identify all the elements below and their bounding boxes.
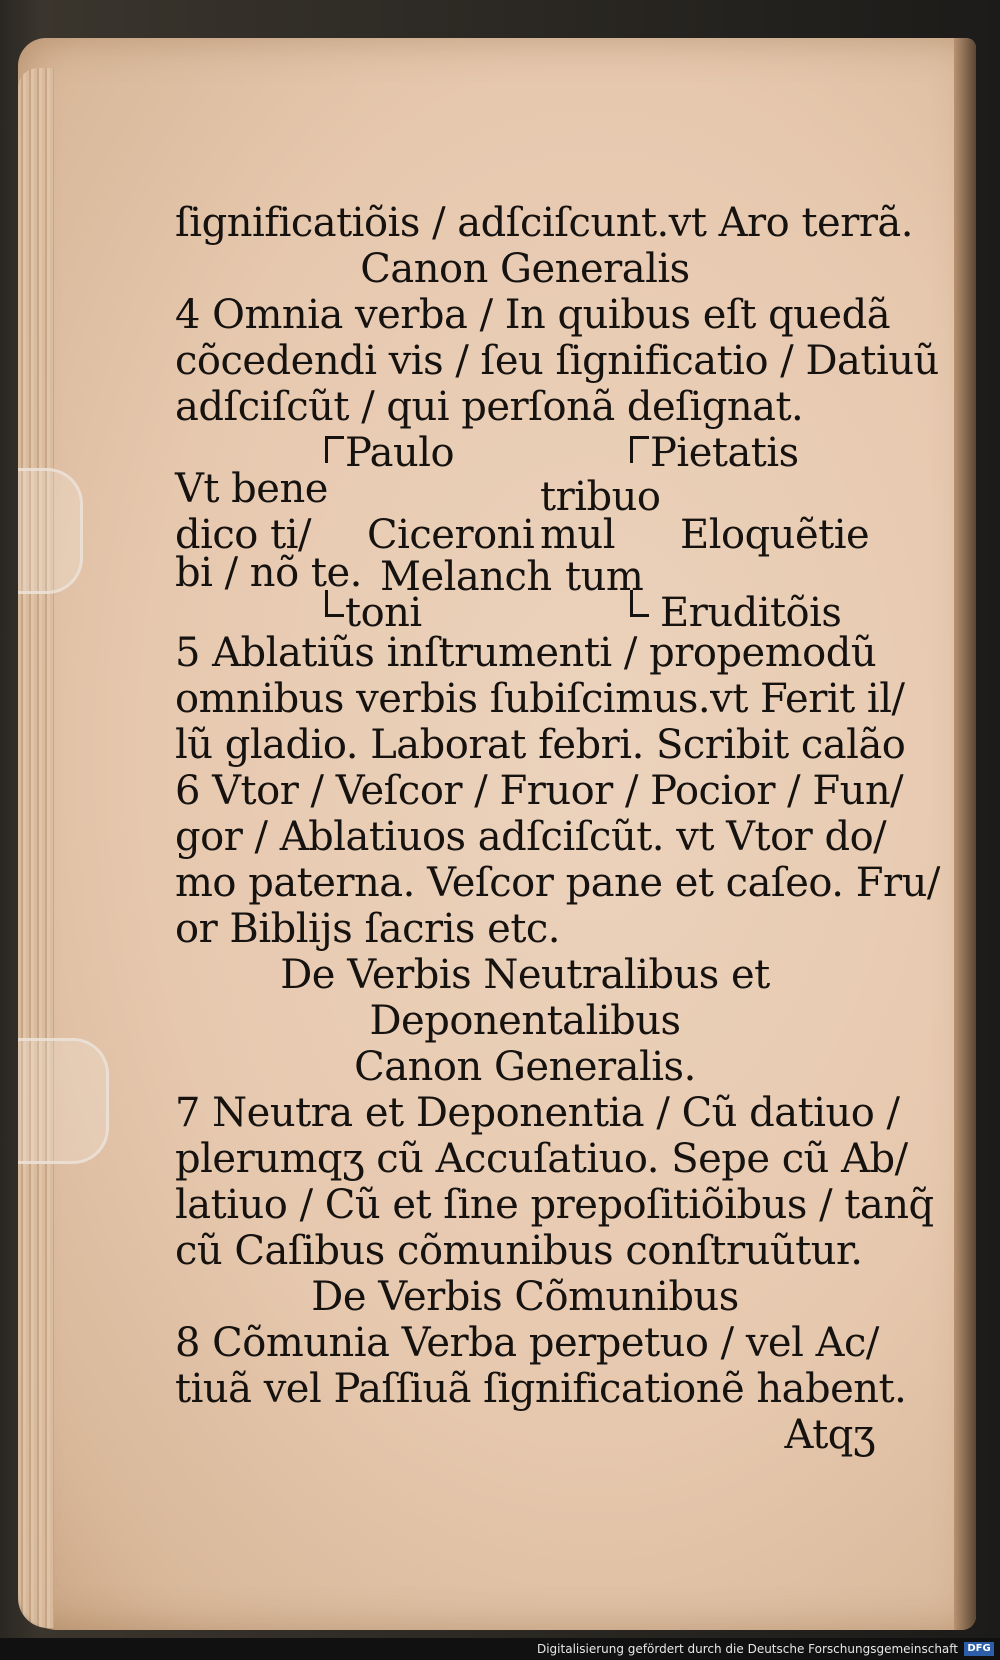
brace-left-top	[325, 436, 344, 463]
text-line: latiuo / Cũ et ſine prepoſitiõibus / tanq̃	[175, 1182, 934, 1228]
heading-deponentalibus: Deponentalibus	[369, 998, 681, 1044]
example-table	[175, 430, 875, 636]
text-line: mo paterna. Veſcor pane et caſeo. Fru/	[175, 860, 940, 906]
heading-de-verbis-neutralibus: De Verbis Neutralibus et	[280, 952, 770, 998]
dfg-logo: DFG	[964, 1642, 994, 1656]
text-line: lũ gladio. Laborat febri. Scribit calão	[175, 722, 906, 768]
text-line: cõcedendi vis / ſeu ſignificatio / Datiuũ	[175, 338, 939, 384]
clip-lower	[18, 1038, 109, 1164]
text-line: 8 Cõmunia Verba perpetuo / vel Ac/	[175, 1320, 879, 1366]
brace-right-top	[630, 436, 649, 463]
text-line: adſciſcũt / qui perſonã deſignat.	[175, 384, 804, 430]
page-text	[175, 200, 940, 1458]
table-cell: tribuo	[540, 474, 661, 520]
table-cell: dico ti/	[175, 512, 311, 558]
table-cell: tum	[565, 554, 644, 600]
table-cell: toni	[345, 590, 422, 636]
digitization-footer	[0, 1638, 1000, 1660]
text-line: gor / Ablatiuos adſciſcũt. vt Vtor do/	[175, 814, 887, 860]
text-line: plerumqʒ cũ Accuſatiuo. Sepe cũ Ab/	[175, 1136, 908, 1182]
table-cell: mul	[540, 512, 615, 558]
text-line: cũ Caſibus cõmunibus conſtruũtur.	[175, 1228, 863, 1274]
footer-credit: Digitalisierung gefördert durch die Deutsche Forschungsgemeinschaft	[536, 1642, 958, 1656]
text-line: 7 Neutra et Deponentia / Cũ datiuo /	[175, 1090, 900, 1136]
clip-upper	[18, 468, 83, 594]
text-line: ſignificatiõis / adſciſcunt.vt Aro terrã.	[175, 200, 913, 246]
page-edges	[18, 68, 54, 1628]
heading-canon: Canon Generalis	[360, 246, 690, 292]
gutter-shadow	[954, 38, 976, 1630]
table-cell: Melanch	[380, 554, 552, 600]
table-cell: Vt bene	[175, 466, 328, 512]
text-line: 6 Vtor / Veſcor / Fruor / Pocior / Fun/	[175, 768, 904, 814]
catchword: Atqʒ	[784, 1412, 875, 1458]
text-line: omnibus verbis ſubiſcimus.vt Ferit il/	[175, 676, 905, 722]
text-line: or Biblijs ſacris etc.	[175, 906, 561, 952]
table-cell: Eruditõis	[660, 590, 842, 636]
table-cell: Paulo	[345, 430, 455, 476]
heading-canon: Canon Generalis.	[354, 1044, 696, 1090]
table-cell: bi / nõ te.	[175, 550, 362, 596]
heading-de-verbis-communibus: De Verbis Cõmunibus	[311, 1274, 739, 1320]
text-line: 5 Ablatiũs inſtrumenti / propemodũ	[175, 630, 877, 676]
table-cell: Pietatis	[650, 430, 799, 476]
text-line: 4 Omnia verba / In quibus eſt quedã	[175, 292, 891, 338]
text-line: tiuã vel Paſſiuã ſignificationẽ habent.	[175, 1366, 907, 1412]
table-cell: Ciceroni	[367, 512, 535, 558]
table-cell: Eloquẽtie	[680, 512, 870, 558]
